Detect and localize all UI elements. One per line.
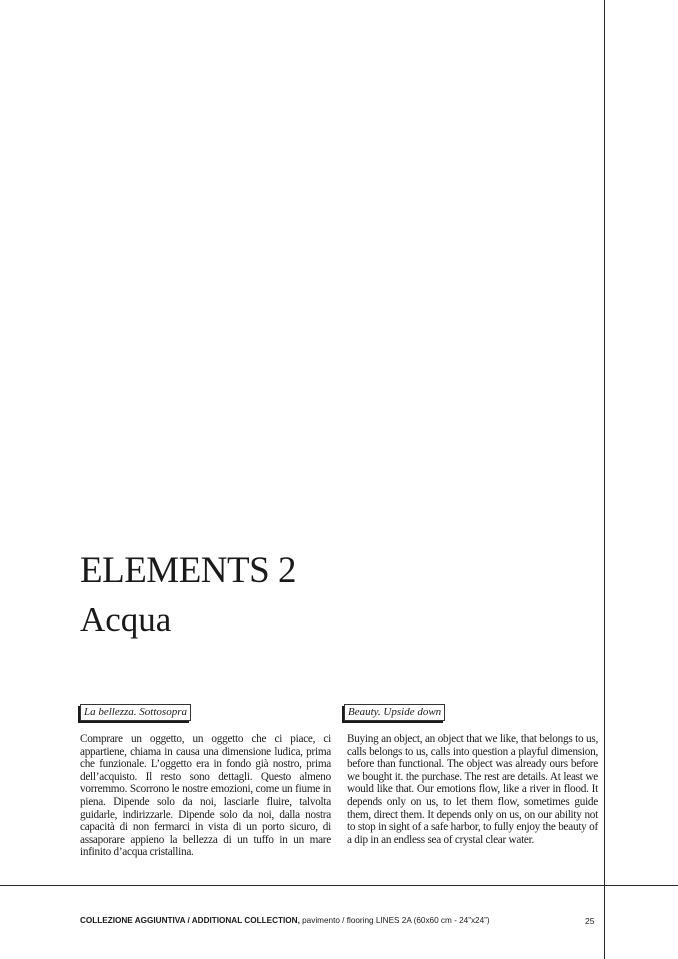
page-title: ELEMENTS 2 [80,550,296,591]
page-subtitle: Acqua [80,600,172,639]
english-body-text: Buying an object, an object that we like, that belongs to us, calls belongs to us, calls into question a playful dimension, before than functional. The object was already ours before we bought it. the purchase. The rest are details. At least we would like that. Our emotions flow, like a river in flood. It depends only on us, to let them flow, sometimes guide them, direct them. It depends only on us, on our ability not to stop in sight of a safe harbor, to fully enjoy the beauty of a dip in an endless sea of crystal clear water. [347,733,598,846]
page-number: 25 [585,916,595,926]
footer-divider [0,885,678,886]
footer-collection: COLLEZIONE AGGIUNTIVA / ADDITIONAL COLLECTION, [80,916,300,925]
footer-caption [80,916,490,926]
footer-product: pavimento / flooring LINES 2A (60x60 cm - 24”x24”) [302,916,490,925]
vertical-divider [604,0,605,959]
english-section-tag: Beauty. Upside down [344,704,445,721]
italian-body-text: Comprare un oggetto, un oggetto che ci piace, ci appartiene, chiama in causa una dimensione ludica, prima che funzionale. L’oggetto era in fondo già nostro, prima dell’acquisto. Il resto sono dettagli. Questo almeno vorremmo. Scorrono le nostre emozioni, come un fiume in piena. Dipende solo da noi, lasciarle fluire, talvolta guidarle, indirizzarle. Dipende solo da noi, dalla nostra capacità di non fermarci in vista di un porto sicuro, di assaporare appieno la bellezza di un tuffo in un mare infinito d’acqua cristallina. [80,733,331,859]
italian-section-tag: La bellezza. Sottosopra [80,704,191,721]
